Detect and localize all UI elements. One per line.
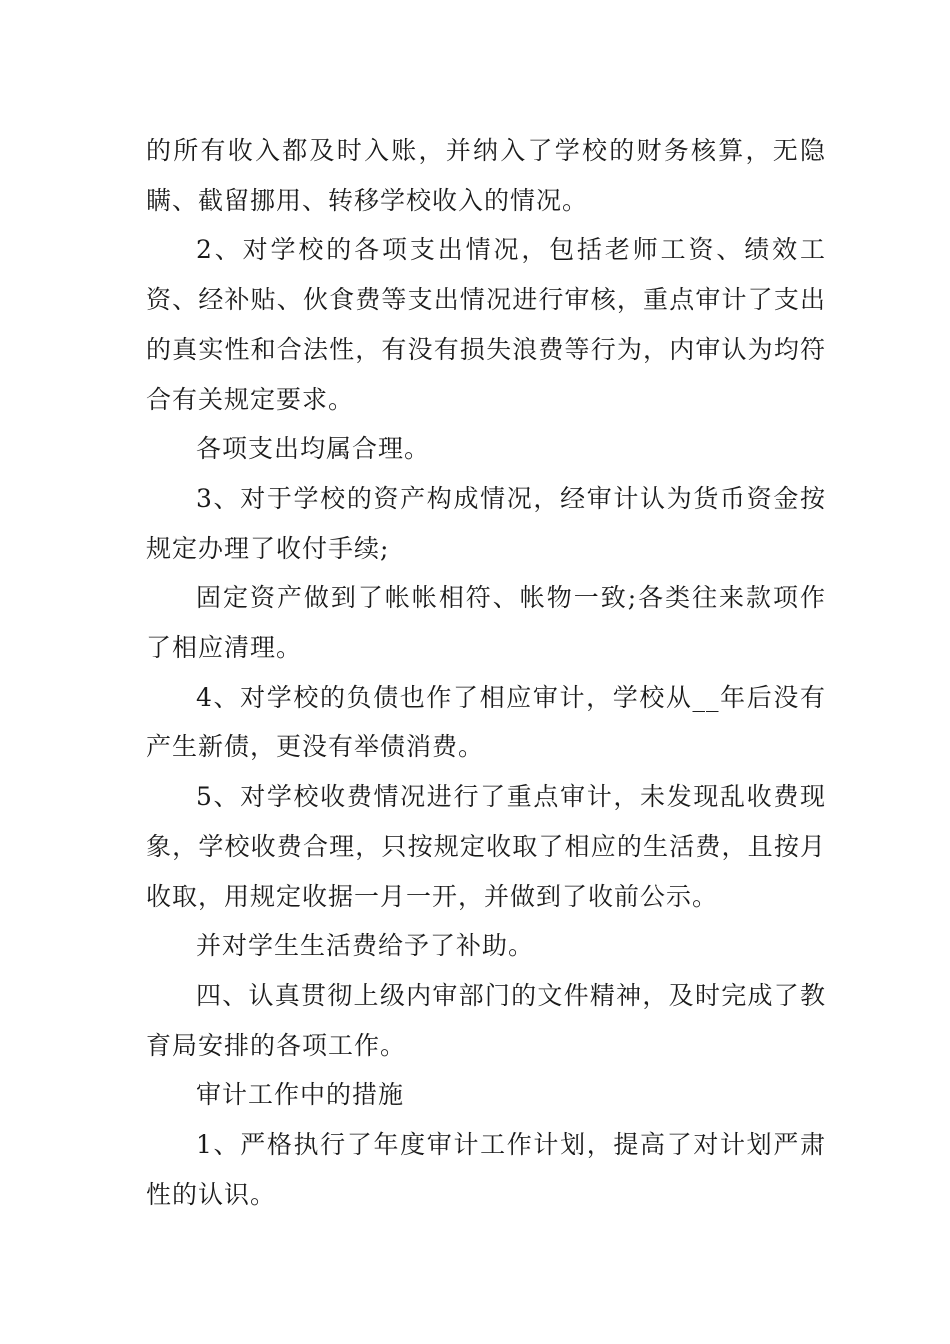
paragraph: 1、严格执行了年度审计工作计划，提高了对计划严肃性的认识。	[146, 1130, 826, 1209]
paragraph: 3、对于学校的资产构成情况，经审计认为货币资金按规定办理了收付手续;	[146, 483, 826, 563]
paragraph: 4、对学校的负债也作了相应审计，学校从__年后没有产生新债，更没有举债消费。	[146, 682, 826, 762]
paragraph: 并对学生生活费给予了补助。	[196, 931, 535, 961]
paragraph: 各项支出均属合理。	[196, 434, 431, 464]
section-heading: 审计工作中的措施	[196, 1080, 405, 1110]
paragraph: 2、对学校的各项支出情况，包括老师工资、绩效工资、经补贴、伙食费等支出情况进行审核，重点审计了支出的真实性和合法性，有没有损失浪费等行为，内审认为均符合有关规定要求。	[146, 235, 826, 414]
paragraph: 5、对学校收费情况进行了重点审计，未发现乱收费现象，学校收费合理，只按规定收取了相应的生活费，且按月收取，用规定收据一月一开，并做到了收前公示。	[146, 782, 826, 911]
paragraph: 四、认真贯彻上级内审部门的文件精神，及时完成了教育局安排的各项工作。	[146, 980, 826, 1060]
document-body	[146, 126, 826, 1219]
paragraph: 固定资产做到了帐帐相符、帐物一致;各类往来款项作了相应清理。	[146, 583, 826, 663]
paragraph: 的所有收入都及时入账，并纳入了学校的财务核算，无隐瞒、截留挪用、转移学校收入的情况。	[146, 136, 826, 215]
